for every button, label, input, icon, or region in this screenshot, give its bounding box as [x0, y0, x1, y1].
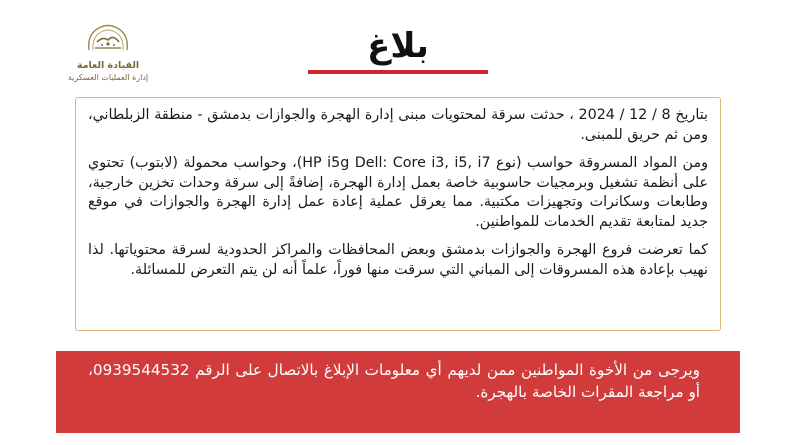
paragraph-2: ومن المواد المسروقة حواسب (نوع HP i5g Dell: Core i3, i5, i7)، وحواسب محمولة (لابتوب) تحتوي على أنظمة تشغيل وبرمجيات حاسوبية خاصة بعمل إدارة الهجرة، إضافةً إلى سرقة وحدات تخزين خارجية، وطابعات وسكانرات وتجهيزات مكتبية. مما يعرقل عملية إعادة عمل إدارة الهجرة والجوازات في موقع جديد لمتابعة تقديم الخدمات للمواطنين. [88, 155, 709, 230]
page-title: بلاغ [367, 26, 429, 66]
paragraph-1: بتاريخ 8 / 12 / 2024 ، حدثت سرقة لمحتويات مبنى إدارة الهجرة والجوازات بدمشق - منطقة الزبلطاني، ومن ثم حريق للمبنى. [88, 107, 708, 143]
logo-subtitle: إدارة العمليات العسكرية [67, 73, 149, 82]
paragraph-3: كما تعرضت فروع الهجرة والجوازات بدمشق وبعض المحافظات والمراكز الحدودية لسرقة محتوياتها. لذا نهيب بإعادة هذه المسروقات إلى المباني التي سرقت منها فوراً، علماً أنه لن يتم التعرض للمسائلة. [88, 242, 708, 278]
notice-box [56, 351, 740, 433]
logo-title: القيادة العامة [76, 60, 140, 71]
title-underline [308, 70, 488, 74]
notice-text: ويرجى من الأخوة المواطنين ممن لديهم أي معلومات الإبلاغ بالاتصال على الرقم 0939544532، أو مراجعة المقرات الخاصة بالهجرة. [88, 361, 700, 401]
content-box [75, 97, 721, 331]
